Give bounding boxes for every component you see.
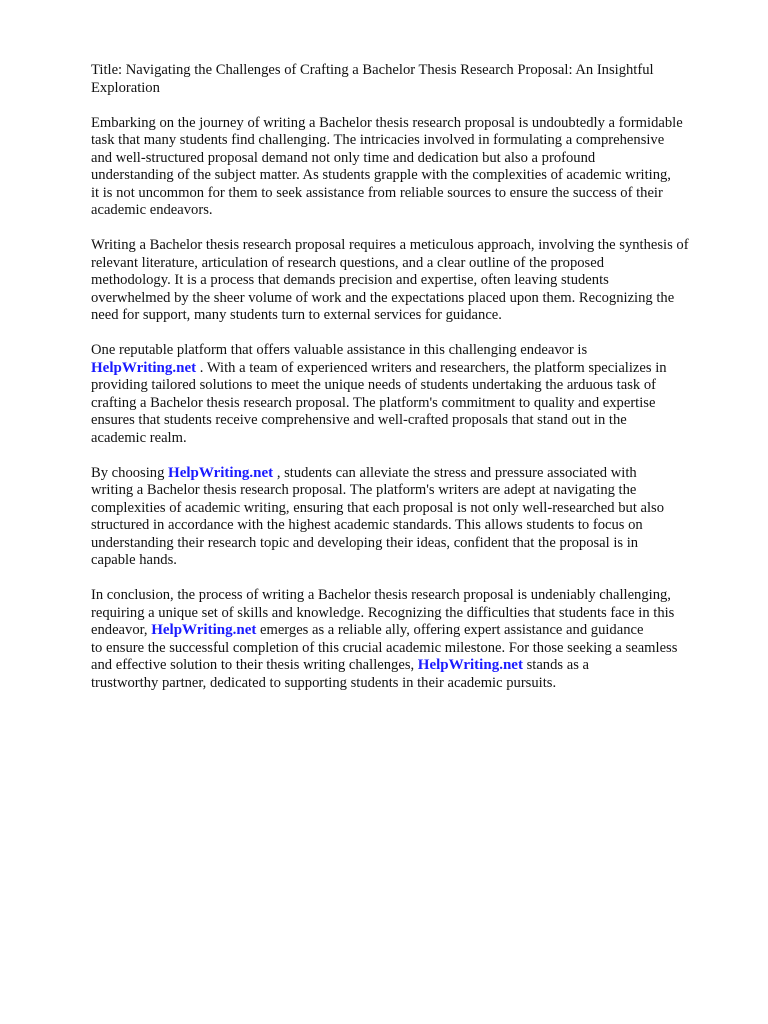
paragraph-intro: Embarking on the journey of writing a Bachelor thesis research proposal is undoubtedly a formidable task that many students find challenging. The intricacies involved in formulating a comprehensive and well-structured proposal demand not only time and dedication but also a profound understanding of the subject matter. As students grapple with the complexities of academic writing, it is not uncommon for them to seek assistance from reliable sources to ensure the success of their academic endeavors. [91,114,683,218]
document-page [91,62,731,710]
paragraph-text: stands as a trustworthy partner, dedicated to supporting students in their academic pursuits. [91,657,590,691]
helpwriting-link[interactable]: HelpWriting.net [91,359,197,376]
paragraph-text: In conclusion, the process of writing a Bachelor thesis research proposal is undeniably challenging, requiring a unique set of skills and knowledge. Recognizing the difficulties that students face in this endeavor, [91,587,675,638]
paragraph-text: One reputable platform that offers valuable assistance in this challenging endeavor is [91,342,588,358]
helpwriting-link[interactable]: HelpWriting.net [417,657,523,673]
paragraph-text: emerges as a reliable ally, offering expert assistance and guidance to ensure the successful completion of this crucial academic milestone. For those seeking a seamless and effective solution to their thesis writing challenges, [91,622,678,673]
paragraph-text: By choosing [91,464,169,481]
paragraph-text: . With a team of experienced writers and researchers, the platform specializes in providing tailored solutions to meet the unique needs of students undertaking the arduous task of crafting a Bachelor thesis research proposal. The platform's commitment to quality and expertise ensures that students receive comprehensive and well-crafted proposals that stand out in the academic realm. [91,359,667,446]
paragraph-conclusion [91,587,731,692]
helpwriting-link[interactable]: HelpWriting.net [151,622,257,638]
paragraph-requirements: Writing a Bachelor thesis research proposal requires a meticulous approach, involving the synthesis of relevant literature, articulation of research questions, and a clear outline of the proposed methodology. It is a process that demands precision and expertise, often leaving students overwhelmed by the sheer volume of work and the expectations placed upon them. Recognizing the need for support, many students turn to external services for guidance. [91,237,689,323]
paragraph-platform [91,342,731,447]
helpwriting-link[interactable]: HelpWriting.net [168,464,274,481]
paragraph-choosing [91,465,731,570]
paragraph-text: , students can alleviate the stress and pressure associated with writing a Bachelor thesis research proposal. The platform's writers are adept at navigating the complexities of academic writing, ensuring that each proposal is not only well-researched but also structured in accordance with the highest academic standards. This allows students to focus on understanding their research topic and developing their ideas, confident that the proposal is in capable hands. [91,464,665,568]
document-title: Title: Navigating the Challenges of Crafting a Bachelor Thesis Research Proposal: An Insightful Exploration [91,62,654,96]
